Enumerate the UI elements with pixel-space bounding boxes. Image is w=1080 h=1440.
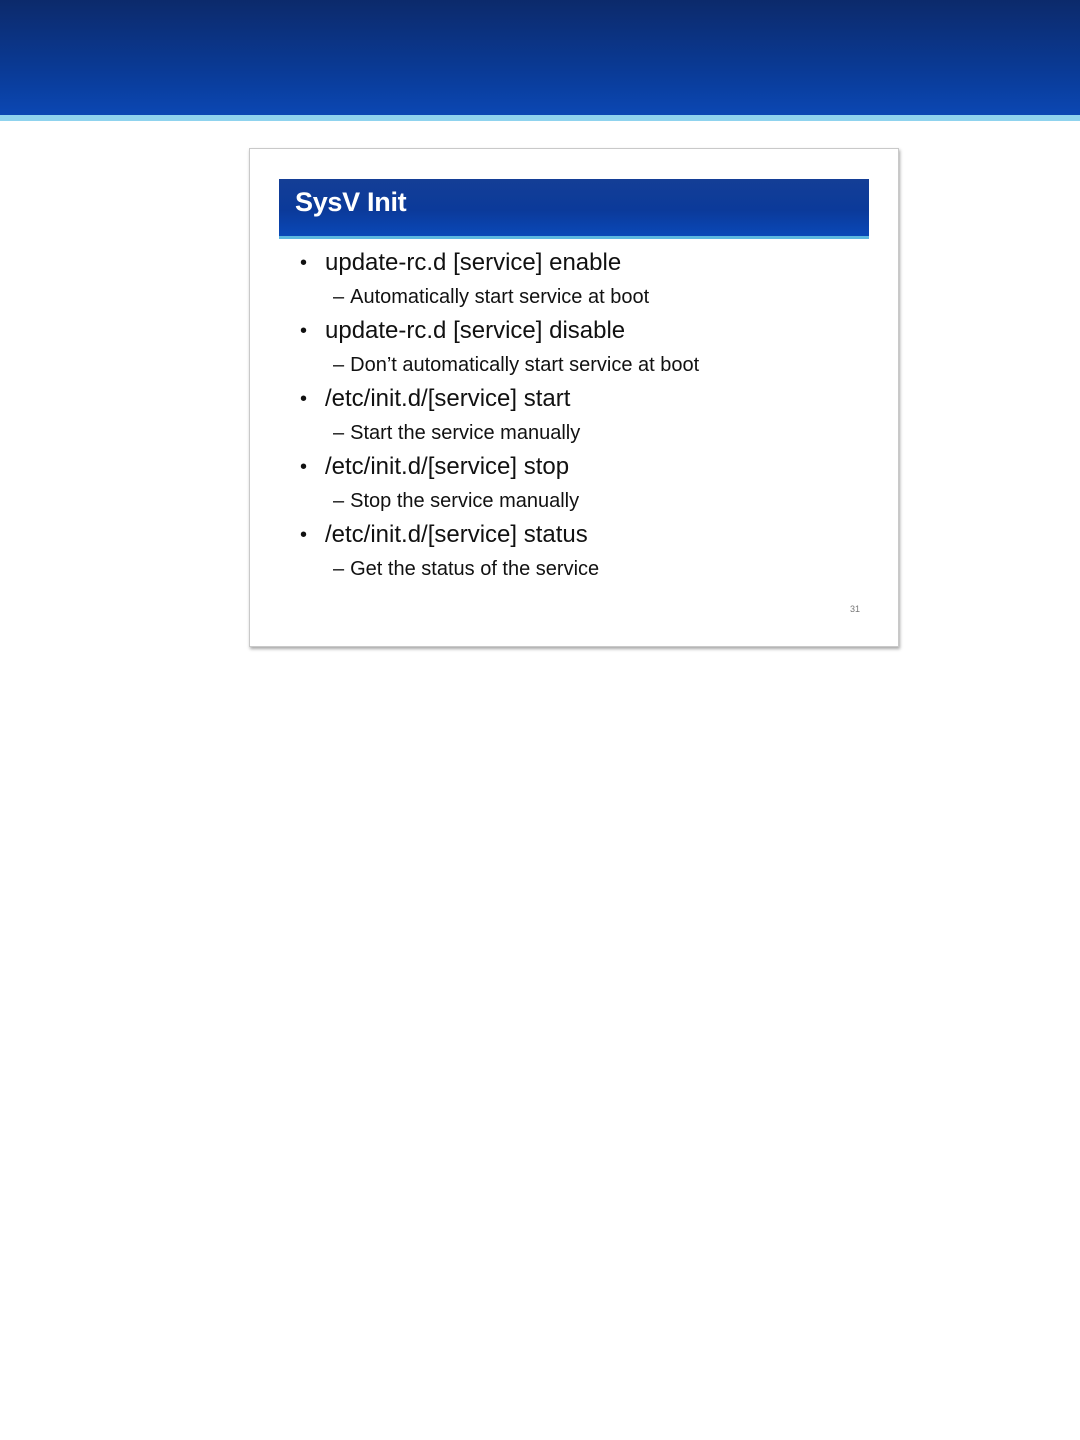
bullet-sub-text: Stop the service manually: [350, 490, 580, 512]
bullet-item: [300, 518, 860, 586]
slide-title: SysV Init: [295, 187, 407, 217]
bullet-main: [300, 314, 860, 348]
slide-page-number: 31: [849, 604, 860, 614]
bullet-main: [300, 382, 860, 416]
bullet-item: [300, 382, 860, 450]
bullet-text: /etc/init.d/[service] start: [325, 385, 571, 412]
page-header-band: [0, 0, 1080, 115]
bullet-list: [300, 246, 860, 586]
bullet-dot-icon: •: [300, 252, 308, 274]
bullet-main: [300, 450, 860, 484]
bullet-dot-icon: •: [300, 320, 308, 342]
bullet-dot-icon: •: [300, 456, 308, 478]
sub-dash-icon: –: [333, 286, 345, 308]
slide-title-rule: [279, 236, 869, 239]
bullet-dot-icon: •: [300, 524, 308, 546]
bullet-text: /etc/init.d/[service] stop: [325, 453, 570, 480]
slide-thumbnail[interactable]: [249, 148, 899, 647]
bullet-dot-icon: •: [300, 388, 308, 410]
sub-dash-icon: –: [333, 354, 345, 376]
bullet-main: [300, 246, 860, 280]
bullet-text: update-rc.d [service] disable: [325, 317, 626, 344]
bullet-sub-text: Start the service manually: [350, 422, 581, 444]
bullet-sub: [300, 484, 860, 518]
bullet-sub: [300, 416, 860, 450]
sub-dash-icon: –: [333, 422, 345, 444]
bullet-sub: [300, 348, 860, 382]
bullet-item: [300, 246, 860, 314]
bullet-item: [300, 314, 860, 382]
bullet-main: [300, 518, 860, 552]
page-header-rule: [0, 115, 1080, 121]
bullet-text: update-rc.d [service] enable: [325, 249, 622, 276]
bullet-sub-text: Don’t automatically start service at boot: [350, 354, 700, 376]
bullet-sub-text: Get the status of the service: [350, 558, 600, 580]
sub-dash-icon: –: [333, 558, 345, 580]
bullet-sub: [300, 552, 860, 586]
bullet-sub-text: Automatically start service at boot: [350, 286, 650, 308]
bullet-item: [300, 450, 860, 518]
sub-dash-icon: –: [333, 490, 345, 512]
bullet-sub: [300, 280, 860, 314]
bullet-text: /etc/init.d/[service] status: [325, 521, 588, 548]
